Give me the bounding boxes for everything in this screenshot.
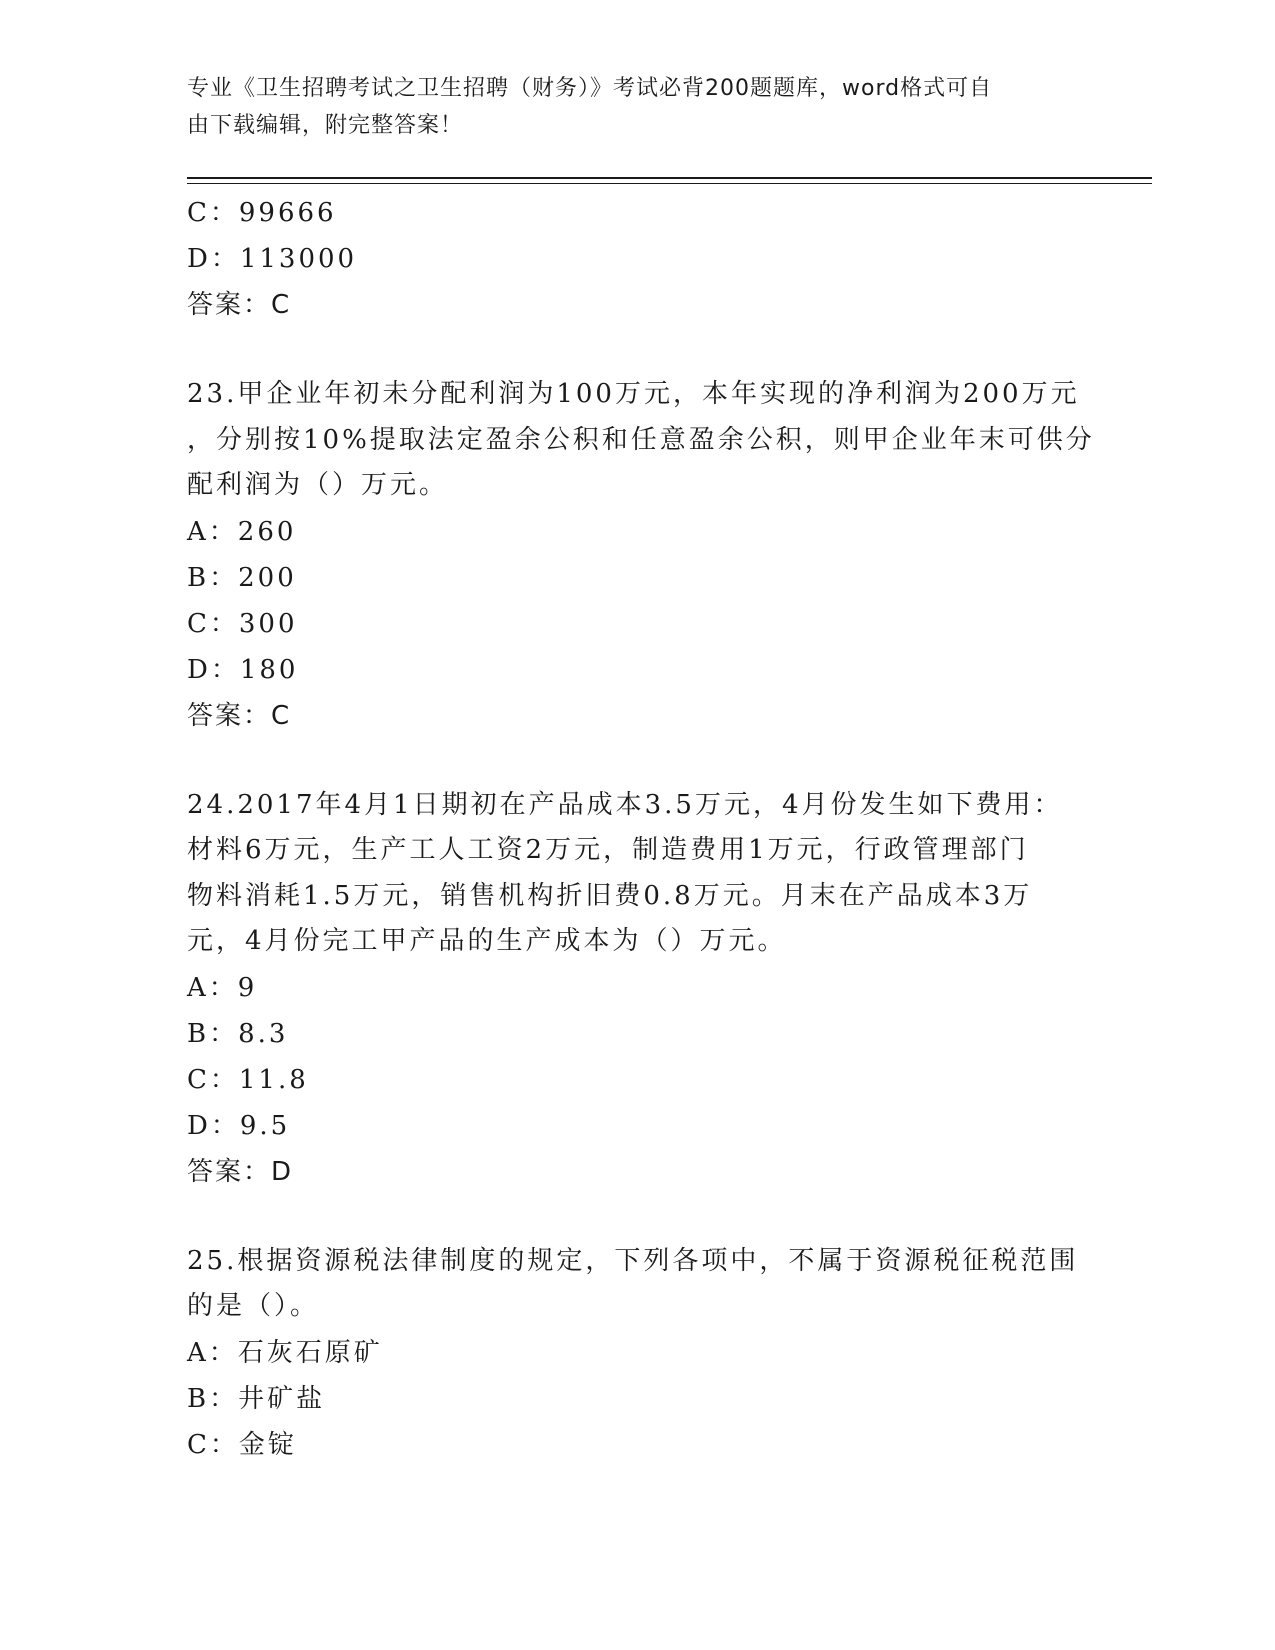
option-c: C：11.8 <box>187 1064 309 1095</box>
option-d: D：9.5 <box>187 1110 291 1141</box>
option-b: B：井矿盐 <box>187 1383 326 1414</box>
option-d: D：113000 <box>187 244 358 274</box>
question-text-line: 配利润为（）万元。 <box>187 470 449 500</box>
document-header <box>187 70 1087 144</box>
answer-line: 答案：C <box>187 290 292 320</box>
option-c: C：金锭 <box>187 1429 297 1460</box>
option-c: C：300 <box>187 608 298 639</box>
question-23 <box>187 372 1095 739</box>
question-24 <box>187 783 1077 1195</box>
option-a: A：石灰石原矿 <box>187 1337 383 1368</box>
previous-question-tail <box>187 190 1077 328</box>
header-rule-thin <box>187 183 1152 184</box>
document-body <box>187 190 1095 1468</box>
question-25 <box>187 1239 1077 1468</box>
question-text-line: 25.根据资源税法律制度的规定，下列各项中，不属于资源税征税范围 <box>187 1245 1079 1276</box>
question-text-line: 24.2017年4月1日期初在产品成本3.5万元，4月份发生如下费用： <box>187 789 1063 820</box>
question-text-line: 物料消耗1.5万元，销售机构折旧费0.8万元。月末在产品成本3万 <box>187 880 1033 911</box>
question-text-line: 23.甲企业年初未分配利润为100万元，本年实现的净利润为200万元 <box>187 379 1080 409</box>
option-a: A：260 <box>187 516 297 547</box>
option-b: B：200 <box>187 562 297 593</box>
answer-line: 答案：C <box>187 700 292 731</box>
answer-line: 答案：D <box>187 1156 294 1187</box>
option-d: D：180 <box>187 654 299 685</box>
question-text-line: 的是（）。 <box>187 1291 320 1321</box>
option-a: A：9 <box>187 972 258 1003</box>
header-rule-thick <box>187 177 1152 179</box>
question-text-line: 元，4月份完工甲产品的生产成本为（）万元。 <box>187 926 787 956</box>
header-line-1: 专业《卫生招聘考试之卫生招聘（财务）》考试必背200题题库，word格式可自 <box>187 76 993 101</box>
option-b: B：8.3 <box>187 1018 289 1049</box>
header-line-2: 由下载编辑，附完整答案！ <box>187 113 464 138</box>
question-text-line: ，分别按10%提取法定盈余公积和任意盈余公积，则甲企业年末可供分 <box>187 424 1095 455</box>
question-text-line: 材料6万元，生产工人工资2万元，制造费用1万元，行政管理部门 <box>187 835 1029 865</box>
option-c: C：99666 <box>187 198 337 228</box>
